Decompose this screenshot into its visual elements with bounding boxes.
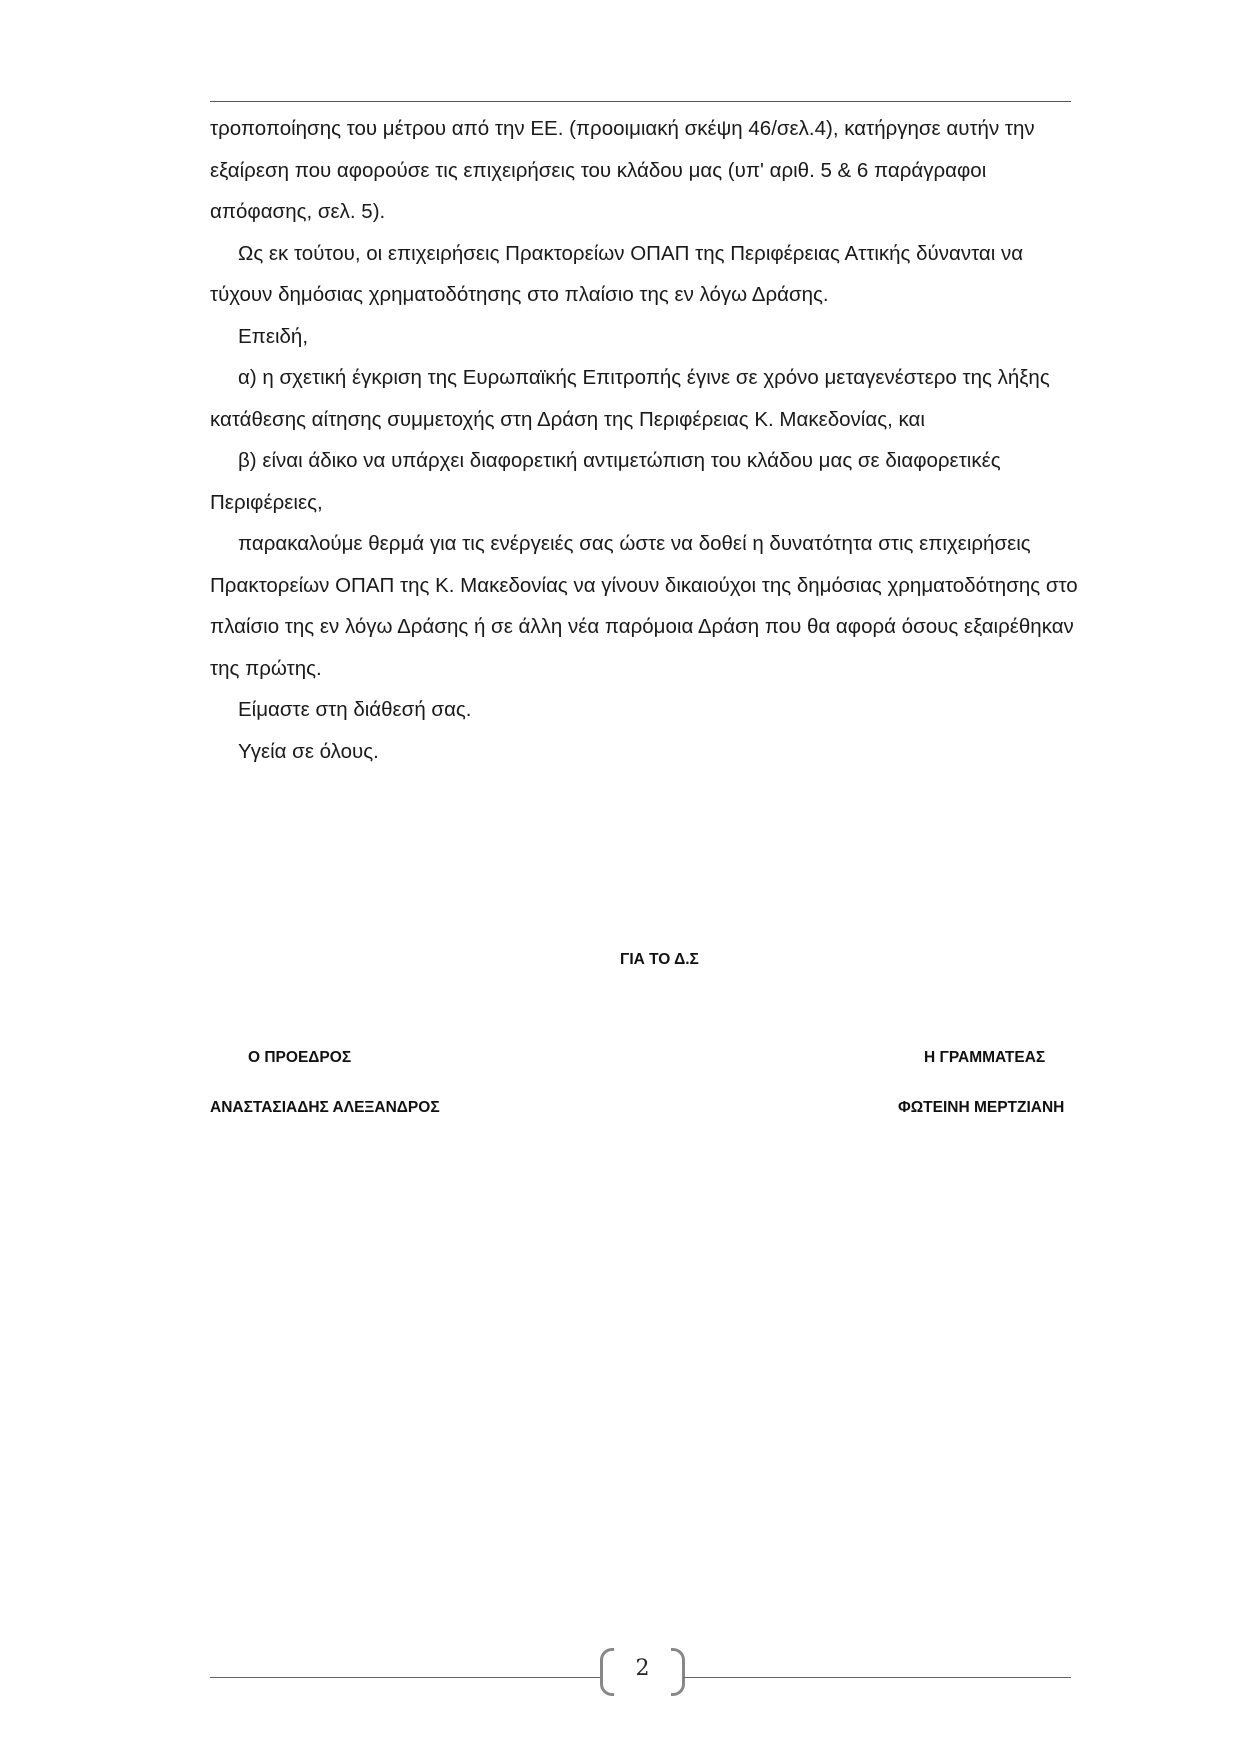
- paragraph-point-a: α) η σχετική έγκριση της Ευρωπαϊκής Επιτροπής έγινε σε χρόνο μεταγενέστερο της λήξης κατάθεσης αίτησης συμμετοχής στη Δράση της Περιφέρειας Κ. Μακεδονίας, και: [210, 366, 1050, 431]
- letter-body: [210, 108, 1080, 772]
- board-label: ΓΙΑ ΤΟ Δ.Σ: [620, 951, 699, 968]
- footer-rule-left: [210, 1677, 602, 1678]
- paragraph-closing: Υγεία σε όλους.: [238, 739, 379, 763]
- left-bracket-icon: [600, 1648, 614, 1696]
- right-bracket-icon: [671, 1648, 685, 1696]
- paragraph-because: Επειδή,: [238, 324, 309, 348]
- page-number: 2: [635, 1656, 650, 1681]
- paragraph-continuation: τροποποίησης του μέτρου από την ΕΕ. (προοιμιακή σκέψη 46/σελ.4), κατήργησε αυτήν την εξαίρεση που αφορούσε τις επιχειρήσεις του κλάδου μας (υπ' αριθ. 5 & 6 παράγραφοι απόφασης, σελ. 5).: [210, 117, 1035, 223]
- secretary-title: Η ΓΡΑΜΜΑΤΕΑΣ: [924, 1049, 1046, 1066]
- header-rule: [210, 101, 1071, 102]
- paragraph-availability: Είμαστε στη διάθεσή σας.: [238, 698, 472, 721]
- president-title: Ο ΠΡΟΕΔΡΟΣ: [248, 1049, 352, 1066]
- paragraph-attica: Ως εκ τούτου, οι επιχειρήσεις Πρακτορείων ΟΠΑΠ της Περιφέρειας Αττικής δύνανται να τύχουν δημόσιας χρηματοδότησης στο πλαίσιο της εν λόγω Δράσης.: [210, 241, 1024, 306]
- president-name: ΑΝΑΣΤΑΣΙΑΔΗΣ ΑΛΕΞΑΝΔΡΟΣ: [210, 1099, 440, 1116]
- paragraph-request: παρακαλούμε θερμά για τις ενέργειές σας ώστε να δοθεί η δυνατότητα στις επιχειρήσεις Πρακτορείων ΟΠΑΠ της Κ. Μακεδονίας να γίνουν δικαιούχοι της δημόσιας χρηματοδότησης στο πλαίσιο της εν λόγω Δράσης ή σε άλλη νέα παρόμοια Δράση που θα αφορά όσους εξαιρέθηκαν της πρώτης.: [210, 532, 1078, 680]
- paragraph-point-b: β) είναι άδικο να υπάρχει διαφορετική αντιμετώπιση του κλάδου μας σε διαφορετικές Περιφέρειες,: [210, 449, 1001, 514]
- secretary-name: ΦΩΤΕΙΝΗ ΜΕΡΤΖΙΑΝΗ: [898, 1099, 1065, 1116]
- footer-rule-right: [683, 1677, 1071, 1678]
